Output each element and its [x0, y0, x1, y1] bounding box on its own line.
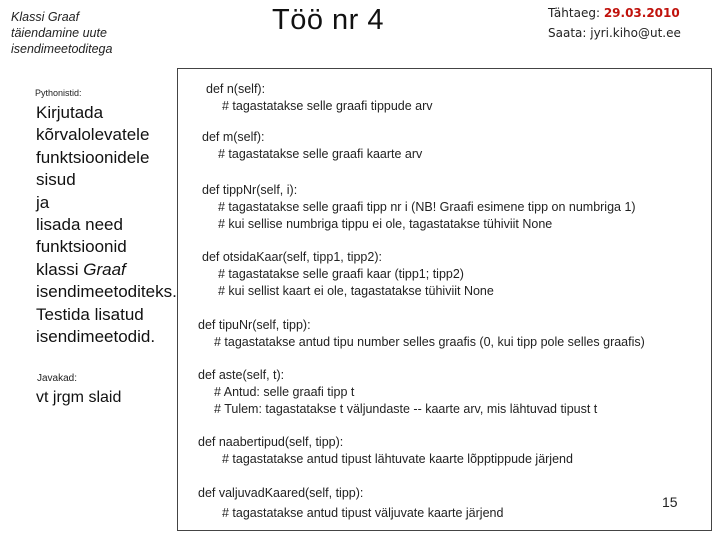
- task-line: isendimeetodid.: [36, 327, 156, 347]
- task-line: isendimeetoditeks.: [36, 282, 177, 302]
- method-signature: def m(self):: [202, 130, 265, 144]
- deadline-label: Tähtaeg:: [548, 6, 604, 20]
- task-line: Kirjutada: [36, 103, 104, 122]
- method-n: [206, 81, 433, 115]
- method-comment: # tagastatakse selle graafi tippude arv: [222, 99, 433, 113]
- slide-subtitle: [11, 9, 112, 57]
- method-tipunr: [198, 317, 645, 351]
- task-line-class: [36, 259, 181, 281]
- method-comment: # tagastatakse selle graafi tipp nr i (NB! Graafi esimene tipp on numbriga 1): [218, 200, 636, 214]
- method-signature: def aste(self, t):: [198, 368, 285, 382]
- method-tippnr: [202, 182, 636, 233]
- method-comment: # Tulem: tagastatakse t väljundaste -- kaarte arv, mis lähtuvad tipust t: [214, 402, 598, 416]
- method-comment: # tagastatakse selle graafi kaar (tipp1; tipp2): [218, 267, 464, 281]
- pythonists-label: Pythonistid:: [35, 88, 82, 98]
- page-title: Töö nr 4: [272, 4, 384, 36]
- send-address: Saata: jyri.kiho@ut.ee: [548, 26, 681, 40]
- method-otsidakaar: [202, 249, 494, 300]
- method-signature: def valjuvadKaared(self, tipp):: [198, 486, 364, 500]
- task-class-prefix: klassi: [36, 259, 84, 279]
- page-number: 15: [662, 494, 678, 510]
- method-signature: def tippNr(self, i):: [202, 183, 298, 197]
- code-panel: [177, 68, 712, 531]
- task-line: lisada need: [36, 215, 123, 235]
- method-signature: def tipuNr(self, tipp):: [198, 318, 311, 332]
- task-line: funktsioonid: [36, 237, 127, 257]
- method-comment: # kui sellise numbriga tippu ei ole, tagastatakse tühiviit None: [218, 217, 553, 231]
- java-label: Javakad:: [37, 373, 78, 384]
- method-comment: # Antud: selle graafi tipp t: [214, 385, 355, 399]
- task-description: [36, 102, 181, 348]
- task-line: Testida lisatud: [36, 304, 144, 324]
- java-instruction: vt jrgm slaid: [36, 389, 122, 406]
- deadline-date: 29.03.2010: [603, 6, 680, 20]
- task-line: sisud: [36, 170, 76, 190]
- method-comment: # tagastatakse antud tipust lähtuvate kaarte lõpptippude järjend: [222, 452, 573, 466]
- subtitle-line: isendimeetoditega: [11, 42, 113, 56]
- method-comment: # kui sellist kaart ei ole, tagastatakse tühiviit None: [218, 284, 494, 298]
- method-comment: # tagastatakse antud tipust väljuvate kaarte järjend: [222, 506, 504, 520]
- subtitle-line: Klassi Graaf: [11, 10, 80, 24]
- deadline-line: [548, 3, 681, 23]
- deadline-info: [548, 3, 681, 43]
- task-class-name: Graaf: [83, 259, 126, 279]
- method-comment: # tagastatakse antud tipu number selles graafis (0, kui tipp pole selles graafis): [214, 335, 645, 349]
- method-signature: def otsidaKaar(self, tipp1, tipp2):: [202, 250, 382, 264]
- task-line: funktsioonidele: [36, 147, 150, 167]
- method-naabertipud: [198, 434, 573, 468]
- method-valjuvadkaared: [198, 485, 503, 522]
- method-signature: def naabertipud(self, tipp):: [198, 435, 344, 449]
- task-line: kõrvalolevatele: [36, 125, 150, 145]
- subtitle-line: täiendamine uute: [11, 26, 107, 40]
- method-aste: [198, 367, 597, 418]
- task-line: ja: [36, 192, 50, 212]
- method-m: [202, 129, 422, 163]
- method-signature: def n(self):: [206, 82, 266, 96]
- method-comment: # tagastatakse selle graafi kaarte arv: [218, 147, 423, 161]
